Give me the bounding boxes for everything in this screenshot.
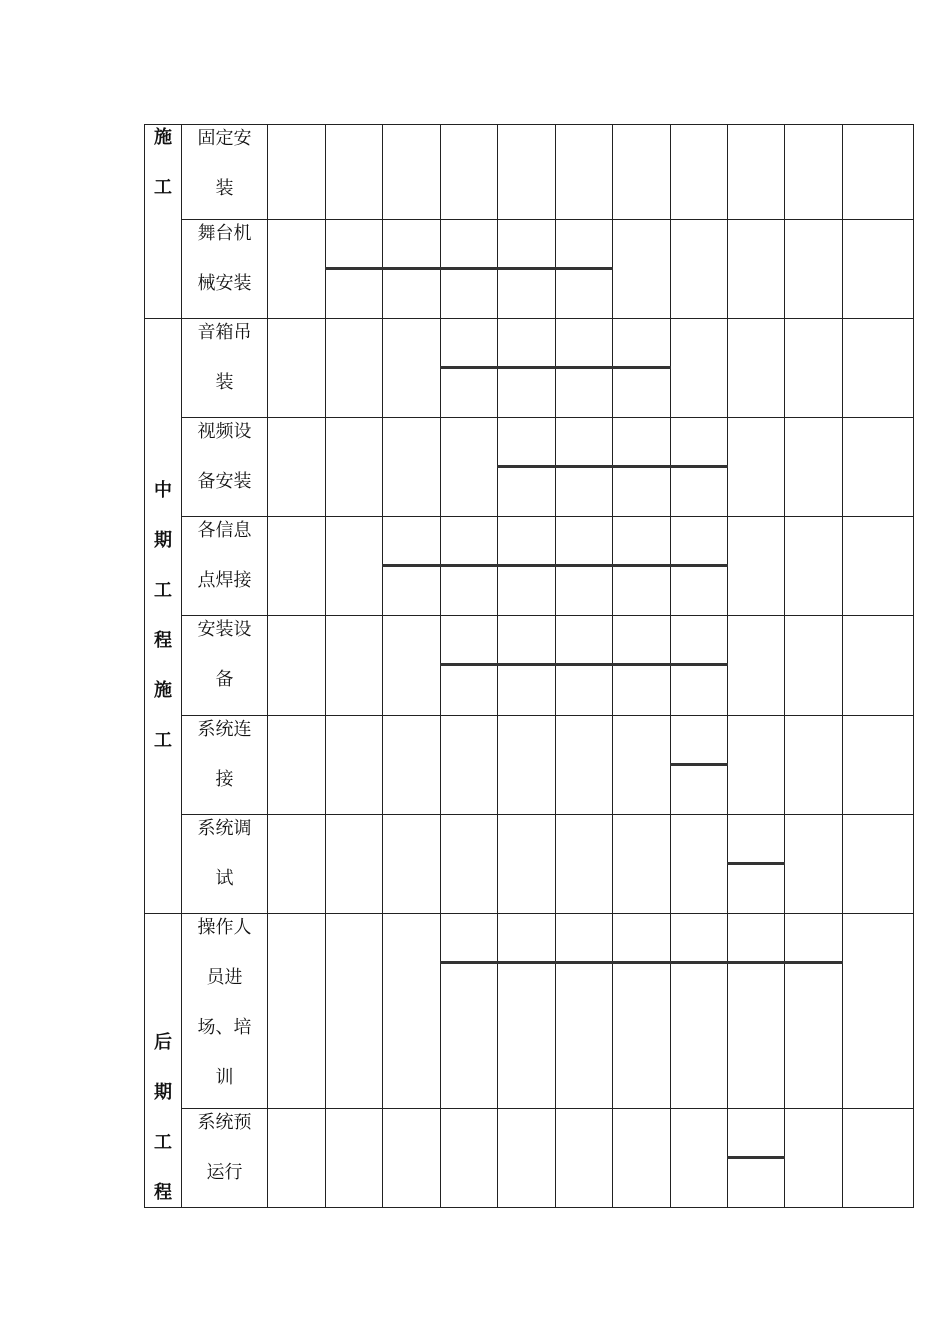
phase-label-char: 施 (154, 127, 172, 148)
task-name-line: 装 (215, 178, 234, 199)
task-name-line: 视频设 (197, 421, 252, 442)
task-name (182, 913, 267, 1108)
phase-label-char: 工 (154, 579, 172, 601)
task-name (182, 417, 267, 516)
phase-label-char: 施 (154, 679, 172, 701)
schedule-bar (382, 564, 728, 567)
task-name-line: 备安装 (197, 471, 252, 492)
task-name-line: 系统连 (197, 719, 252, 740)
task-name-line: 接 (215, 769, 234, 790)
task-name-line: 安装设 (197, 619, 252, 640)
schedule-bar (670, 763, 728, 766)
task-name (182, 124, 267, 219)
task-name (182, 615, 267, 715)
task-name-line: 员进 (206, 967, 243, 988)
task-name (182, 318, 267, 417)
grid-line-vertical (497, 124, 498, 1208)
cell-divider (267, 863, 913, 864)
grid-line-horizontal (181, 1108, 914, 1109)
task-name-line: 系统调 (197, 818, 252, 839)
task-name-line: 训 (215, 1067, 234, 1088)
grid-line-vertical (555, 124, 556, 1208)
grid-line-horizontal (181, 219, 914, 220)
phase-label-char: 程 (154, 629, 172, 651)
grid-line-vertical (842, 124, 843, 1208)
grid-line-horizontal (144, 1207, 914, 1208)
task-name-line: 运行 (206, 1162, 243, 1183)
task-name (182, 219, 267, 318)
schedule-bar (497, 465, 728, 468)
cell-divider (267, 173, 913, 174)
phase-label-char: 工 (154, 1132, 172, 1153)
grid-line-vertical (670, 124, 671, 1208)
phase-label-char: 程 (154, 1182, 172, 1203)
task-name-line: 舞台机 (197, 223, 252, 244)
task-name-line: 音箱吊 (197, 322, 252, 343)
task-name-line: 系统预 (197, 1112, 252, 1133)
grid-line-vertical (727, 124, 728, 1208)
cell-divider (267, 764, 913, 765)
task-name-line: 场、培 (197, 1017, 252, 1038)
phase-label-char: 期 (154, 529, 172, 551)
grid-line-vertical (913, 124, 914, 1208)
schedule-bar (440, 366, 671, 369)
grid-line-horizontal (181, 814, 914, 815)
schedule-bar (325, 267, 613, 270)
task-name-line: 械安装 (197, 273, 252, 294)
schedule-bar (440, 663, 728, 666)
task-name (182, 814, 267, 913)
grid-line-vertical (784, 124, 785, 1208)
grid-line-horizontal (181, 417, 914, 418)
grid-line-horizontal (181, 615, 914, 616)
grid-line-horizontal (181, 715, 914, 716)
grid-line-horizontal (181, 516, 914, 517)
phase-label-char: 工 (154, 729, 172, 751)
task-name-line: 操作人 (197, 917, 252, 938)
task-name-line: 试 (215, 868, 234, 889)
grid-line-vertical (440, 124, 441, 1208)
grid-line-vertical (267, 124, 268, 1208)
cell-divider (267, 1157, 913, 1158)
phase-label-char: 后 (154, 1032, 172, 1053)
task-name-line: 固定安 (197, 128, 252, 149)
grid-line-vertical (325, 124, 326, 1208)
task-name (182, 1108, 267, 1207)
task-name (182, 516, 267, 615)
task-name-line: 各信息 (197, 520, 252, 541)
schedule-bar (727, 1156, 785, 1159)
grid-line-vertical (612, 124, 613, 1208)
schedule-bar (440, 961, 843, 964)
schedule-bar (727, 862, 785, 865)
task-name-line: 点焊接 (197, 570, 252, 591)
phase-label-char: 中 (154, 479, 172, 501)
phase-label-char: 期 (154, 1082, 172, 1103)
task-name-line: 装 (215, 372, 234, 393)
task-name-line: 备 (215, 669, 234, 690)
grid-line-vertical (382, 124, 383, 1208)
phase-label-char: 工 (154, 177, 172, 198)
task-name (182, 715, 267, 814)
